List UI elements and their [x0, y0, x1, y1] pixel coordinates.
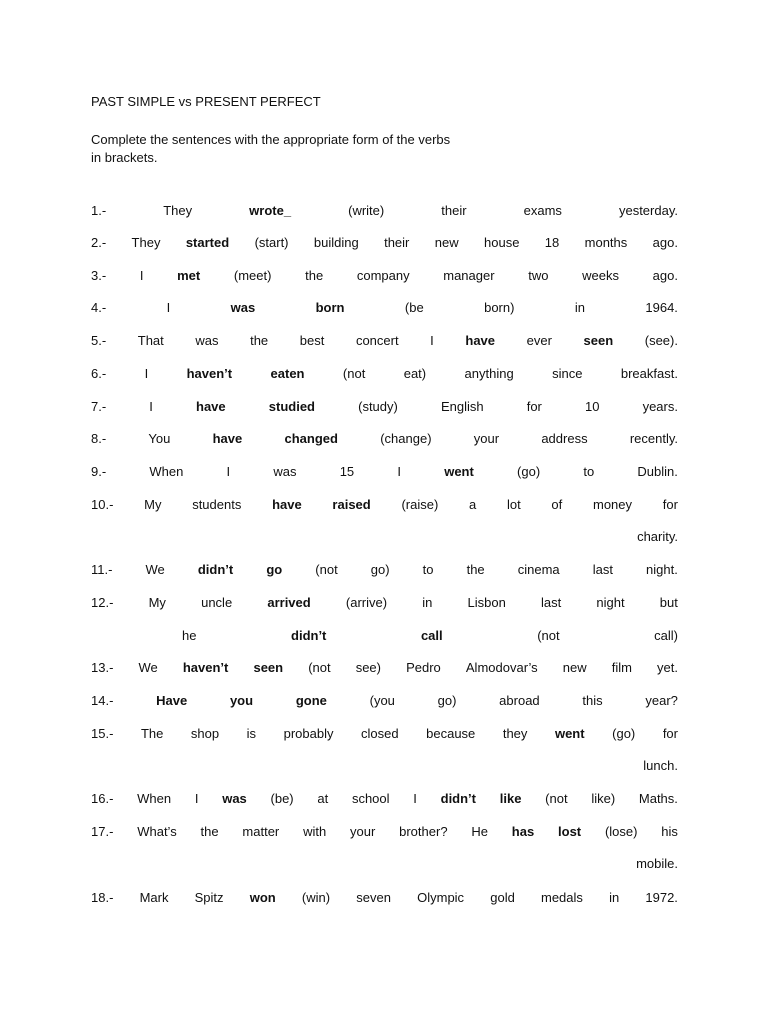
sentence-word: cinema: [517, 561, 560, 577]
sentence-word: What’s: [137, 823, 177, 839]
answer-word: studied: [268, 398, 315, 414]
sentence-line: [91, 330, 678, 350]
sentence-word: I: [144, 365, 149, 381]
answer-word: haven’t: [186, 365, 233, 381]
sentence-word: Lisbon: [467, 594, 506, 610]
sentence-word: That: [137, 332, 164, 348]
answer-word: started: [185, 234, 230, 250]
answer-word: raised: [332, 496, 371, 512]
sentence-line: [91, 494, 678, 514]
sentence-word: best: [299, 332, 325, 348]
sentence-word: I: [397, 463, 401, 479]
sentence-word: 2.-: [91, 234, 107, 250]
sentence-word: call): [654, 627, 678, 643]
sentence-word: We: [138, 659, 158, 675]
sentence-word: students: [192, 496, 242, 512]
sentence-word: 16.-: [91, 790, 114, 806]
sentence-word: ago.: [652, 267, 678, 283]
sentence-word: lot: [506, 496, 521, 512]
sentence-line: [91, 461, 678, 481]
sentence-word: (you: [369, 692, 395, 708]
sentence-word: (not: [342, 365, 366, 381]
sentence-word: at: [317, 790, 329, 806]
sentence-word: (lose): [604, 823, 638, 839]
sentence-word: 17.-: [91, 823, 114, 839]
sentence-word: their: [384, 234, 410, 250]
answer-word: have: [196, 398, 226, 414]
sentence-word: last: [592, 561, 613, 577]
sentence-word: 5.-: [91, 332, 107, 348]
answer-word: seen: [253, 659, 284, 675]
answer-word: went: [554, 725, 585, 741]
answer-word: call: [420, 627, 443, 643]
answer-word: changed: [284, 430, 338, 446]
answer-word: gone: [295, 692, 327, 708]
answer-word: lost: [558, 823, 582, 839]
sentence-line: [91, 755, 678, 775]
sentence-line: [91, 821, 678, 841]
answer-word: was: [230, 299, 256, 315]
sentence-word: last: [541, 594, 562, 610]
sentence-word: school: [351, 790, 390, 806]
instructions: Complete the sentences with the appropriate form of the verbs in brackets.: [91, 132, 451, 165]
sentence-word: The: [140, 725, 164, 741]
sentence-word: months: [584, 234, 628, 250]
sentence-word: My: [148, 594, 166, 610]
sentence-line: [91, 526, 678, 546]
sentence-word: ago.: [652, 234, 678, 250]
sentence-word: 9.-: [91, 463, 107, 479]
sentence-word: 15: [339, 463, 355, 479]
sentence-word: 10: [584, 398, 600, 414]
sentence-line: [91, 788, 678, 808]
sentence-word: mobile.: [636, 855, 678, 871]
sentence-word: 11.-: [91, 561, 113, 577]
sentence-word: new: [434, 234, 459, 250]
sentence-word: Spitz: [194, 889, 224, 905]
sentence-word: lunch.: [643, 757, 678, 773]
sentence-word: 15.-: [91, 725, 114, 741]
sentence-line: [91, 200, 678, 220]
sentence-line: [91, 232, 678, 252]
answer-word: Have: [156, 692, 188, 708]
answer-word: has: [511, 823, 535, 839]
worksheet-title: PAST SIMPLE vs PRESENT PERFECT: [91, 94, 321, 109]
sentence-word: I: [139, 267, 144, 283]
sentence-word: (arrive): [345, 594, 388, 610]
sentence-line: [182, 625, 678, 645]
sentence-word: Olympic: [417, 889, 465, 905]
sentence-word: I: [430, 332, 434, 348]
sentence-word: to: [583, 463, 595, 479]
sentence-word: building: [313, 234, 359, 250]
sentence-word: (raise): [401, 496, 439, 512]
sentence-word: house: [484, 234, 520, 250]
sentence-word: he: [182, 627, 197, 643]
sentence-line: [91, 592, 678, 612]
answer-word: you: [229, 692, 254, 708]
sentence-word: 18.-: [91, 889, 114, 905]
answer-word: went: [444, 463, 474, 479]
sentence-word: eat): [403, 365, 427, 381]
sentence-word: weeks: [582, 267, 619, 283]
sentence-line: [91, 265, 678, 285]
sentence-word: (study): [358, 398, 398, 414]
sentence-word: We: [145, 561, 165, 577]
sentence-word: exams: [523, 202, 562, 218]
sentence-word: 13.-: [91, 659, 114, 675]
sentence-word: (be: [404, 299, 424, 315]
sentence-word: with: [303, 823, 327, 839]
sentence-line: [91, 887, 678, 907]
sentence-word: (not: [545, 790, 568, 806]
sentence-word: 3.-: [91, 267, 107, 283]
sentence-word: but: [659, 594, 678, 610]
sentence-line: [91, 690, 678, 710]
sentence-word: your: [350, 823, 376, 839]
sentence-word: charity.: [637, 528, 678, 544]
sentence-word: see): [355, 659, 381, 675]
answer-word: met: [177, 267, 201, 283]
sentence-word: (meet): [233, 267, 272, 283]
sentence-word: this: [582, 692, 603, 708]
sentence-word: their: [441, 202, 467, 218]
sentence-word: I: [149, 398, 153, 414]
sentence-word: night.: [646, 561, 678, 577]
sentence-word: closed: [361, 725, 399, 741]
sentence-word: of: [551, 496, 563, 512]
sentence-word: 18: [544, 234, 560, 250]
sentence-word: was: [195, 332, 219, 348]
sentence-word: years.: [642, 398, 678, 414]
sentence-word: ever: [526, 332, 552, 348]
sentence-word: year?: [645, 692, 678, 708]
sentence-word: I: [413, 790, 417, 806]
sentence-word: Almodovar’s: [465, 659, 538, 675]
sentence-word: in: [422, 594, 433, 610]
answer-word: seen: [583, 332, 614, 348]
sentence-word: film: [611, 659, 632, 675]
sentence-word: I: [194, 790, 199, 806]
sentence-word: They: [131, 234, 161, 250]
sentence-word: He: [471, 823, 488, 839]
sentence-word: 1.-: [91, 202, 107, 218]
sentence-word: seven: [356, 889, 391, 905]
sentence-word: 7.-: [91, 398, 107, 414]
sentence-word: uncle: [201, 594, 233, 610]
answer-word: have: [212, 430, 243, 446]
sentence-word: your: [473, 430, 500, 446]
sentence-word: the: [250, 332, 269, 348]
sentence-line: [91, 853, 678, 873]
sentence-word: I: [166, 299, 171, 315]
sentence-word: is: [246, 725, 257, 741]
sentence-word: breakfast.: [620, 365, 678, 381]
answer-word: wrote_: [249, 202, 292, 218]
sentence-word: (change): [380, 430, 432, 446]
sentence-word: medals: [540, 889, 583, 905]
sentence-line: [91, 559, 678, 579]
sentence-word: they: [502, 725, 528, 741]
sentence-word: for: [662, 725, 678, 741]
sentence-line: [91, 657, 678, 677]
answer-word: didn’t: [291, 627, 327, 643]
sentence-word: 10.-: [91, 496, 114, 512]
sentence-word: two: [528, 267, 549, 283]
sentence-line: [91, 363, 678, 383]
sentence-word: 4.-: [91, 299, 107, 315]
sentence-line: [91, 723, 678, 743]
sentence-line: [91, 428, 678, 448]
sentence-word: English: [440, 398, 484, 414]
sentence-word: When: [149, 463, 184, 479]
sentence-word: 14.-: [91, 692, 114, 708]
sentence-word: matter: [242, 823, 280, 839]
sentence-word: (win): [301, 889, 331, 905]
answer-word: have: [272, 496, 302, 512]
sentence-word: (see).: [644, 332, 678, 348]
sentence-word: company: [356, 267, 410, 283]
sentence-word: in: [574, 299, 585, 315]
sentence-word: Pedro: [406, 659, 441, 675]
sentence-word: probably: [283, 725, 334, 741]
answer-word: born: [315, 299, 345, 315]
answer-word: won: [249, 889, 276, 905]
sentence-word: go): [437, 692, 457, 708]
answer-word: was: [222, 790, 247, 806]
sentence-word: address: [541, 430, 588, 446]
sentence-word: money: [592, 496, 633, 512]
sentence-word: 1964.: [645, 299, 678, 315]
sentence-word: Mark: [139, 889, 169, 905]
sentence-word: born): [484, 299, 515, 315]
sentence-line: [91, 396, 678, 416]
sentence-word: night: [596, 594, 625, 610]
sentence-word: the: [305, 267, 324, 283]
sentence-word: 12.-: [91, 594, 114, 610]
answer-word: didn’t: [440, 790, 477, 806]
sentence-word: the: [200, 823, 219, 839]
answer-word: eaten: [270, 365, 305, 381]
sentence-word: because: [426, 725, 476, 741]
sentence-word: 8.-: [91, 430, 107, 446]
sentence-word: shop: [190, 725, 220, 741]
sentence-word: was: [273, 463, 297, 479]
sentence-word: go): [370, 561, 390, 577]
sentence-word: You: [148, 430, 171, 446]
sentence-word: for: [662, 496, 678, 512]
sentence-word: new: [562, 659, 587, 675]
sentence-word: 6.-: [91, 365, 107, 381]
answer-word: haven’t: [182, 659, 229, 675]
sentence-word: My: [144, 496, 162, 512]
sentence-word: yet.: [657, 659, 678, 675]
answer-word: like: [499, 790, 522, 806]
sentence-word: (not: [537, 627, 560, 643]
sentence-word: concert: [355, 332, 399, 348]
sentence-word: 1972.: [645, 889, 678, 905]
answer-word: go: [266, 561, 283, 577]
sentence-word: (be): [270, 790, 294, 806]
sentence-word: abroad: [499, 692, 540, 708]
sentence-word: gold: [490, 889, 515, 905]
sentence-word: I: [226, 463, 231, 479]
sentence-word: in: [609, 889, 620, 905]
sentence-word: a: [469, 496, 477, 512]
sentence-word: (write): [348, 202, 385, 218]
sentence-word: like): [591, 790, 616, 806]
sentence-word: Maths.: [638, 790, 678, 806]
sentence-word: his: [661, 823, 678, 839]
answer-word: arrived: [267, 594, 311, 610]
sentence-word: brother?: [399, 823, 448, 839]
sentence-word: (start): [254, 234, 289, 250]
sentence-word: the: [466, 561, 485, 577]
answer-word: didn’t: [197, 561, 234, 577]
sentence-word: yesterday.: [618, 202, 678, 218]
sentence-word: (not: [308, 659, 331, 675]
sentence-word: Dublin.: [637, 463, 678, 479]
sentence-word: (go): [612, 725, 636, 741]
sentence-word: They: [163, 202, 193, 218]
answer-word: have: [465, 332, 496, 348]
sentence-word: recently.: [629, 430, 678, 446]
sentence-word: for: [526, 398, 542, 414]
sentence-word: to: [422, 561, 434, 577]
sentence-word: When: [137, 790, 172, 806]
sentence-word: manager: [443, 267, 495, 283]
sentence-word: since: [552, 365, 583, 381]
sentence-word: (go): [517, 463, 541, 479]
sentence-word: (not: [315, 561, 338, 577]
sentence-word: anything: [464, 365, 514, 381]
sentence-line: [91, 297, 678, 317]
